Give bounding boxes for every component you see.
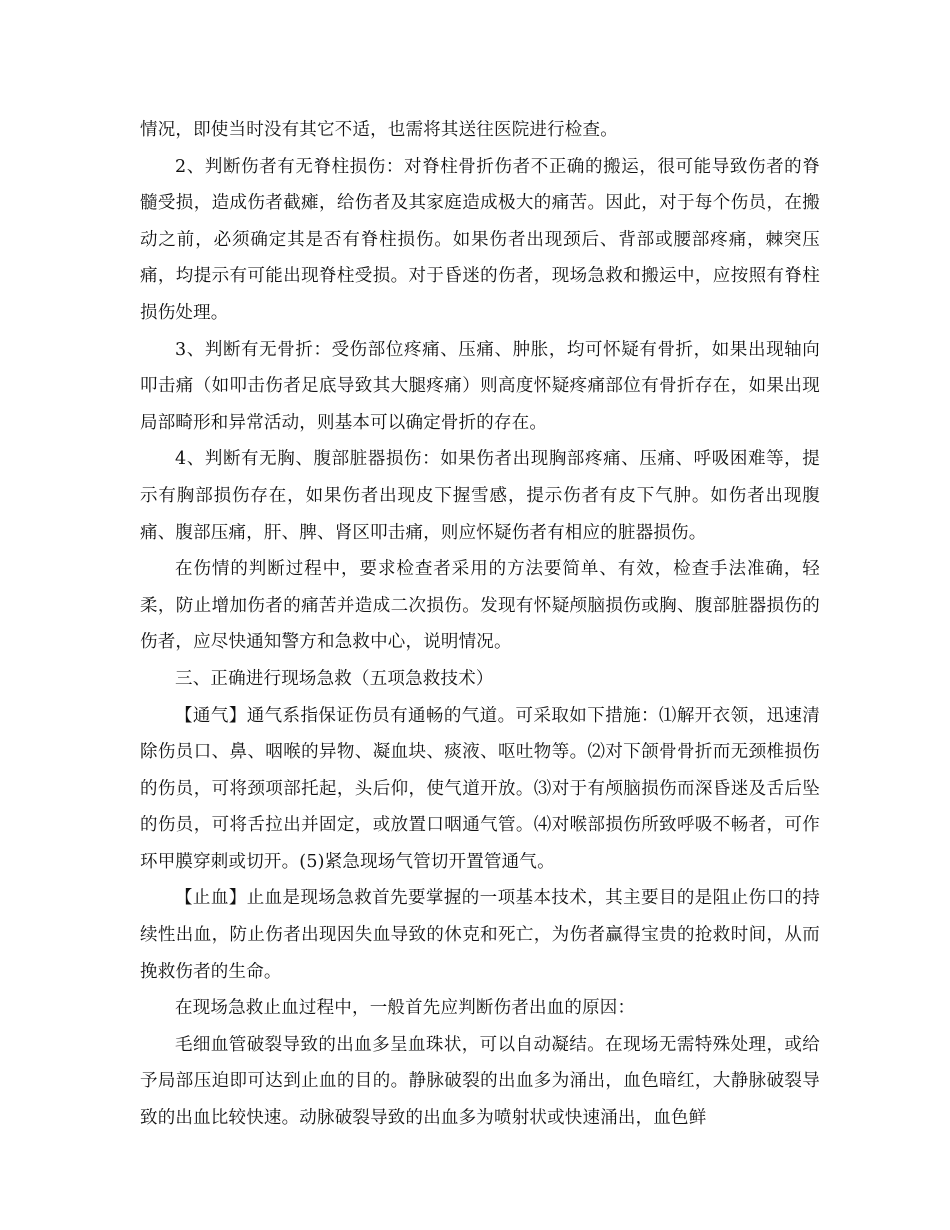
paragraph-continuation: 情况，即使当时没有其它不适，也需将其送往医院进行检查。 <box>140 120 618 140</box>
paragraph-ventilation: 【通气】通气系指保证伤员有通畅的气道。可采取如下措施：⑴解开衣领，迅速清除伤员口、鼻、咽喉的异物、凝血块、痰液、呕吐物等。⑵对下颌骨骨折而无颈椎损伤的伤员，可将颈项部托起，头后仰，使气道开放。⑶对于有颅脑损伤而深昏迷及舌后坠的伤员，可将舌拉出并固定，或放置口咽通气管。⑷对喉部损伤所致呼吸不畅者，可作环甲膜穿刺或切开。(5)紧急现场气管切开置管通气。 <box>140 705 820 872</box>
paragraph-hemostasis: 【止血】止血是现场急救首先要掌握的一项基本技术，其主要目的是阻止伤口的持续性出血，防止伤者出现因失血导致的休克和死亡，为伤者赢得宝贵的抢救时间，从而挽救伤者的生命。 <box>140 888 820 982</box>
document-body <box>140 112 820 1137</box>
section-heading-first-aid: 三、正确进行现场急救（五项急救技术） <box>175 668 494 689</box>
paragraph-spine-injury: 2、判断伤者有无脊柱损伤：对脊柱骨折伤者不正确的搬运，很可能导致伤者的脊髓受损，造成伤者截瘫，给伤者及其家庭造成极大的痛苦。因此，对于每个伤员，在搬动之前，必须确定其是否有脊柱损伤。如果伤者出现颈后、背部或腰部疼痛，棘突压痛，均提示有可能出现脊柱受损。对于昏迷的伤者，现场急救和搬运中，应按照有脊柱损伤处理。 <box>140 156 820 323</box>
paragraph-bleeding-cause: 在现场急救止血过程中，一般首先应判断伤者出血的原因： <box>175 998 636 1019</box>
paragraph-bleeding-types: 毛细血管破裂导致的出血多呈血珠状，可以自动凝结。在现场无需特殊处理，或给予局部压迫即可达到止血的目的。静脉破裂的出血多为涌出，血色暗红，大静脉破裂导致的出血比较快速。动脉破裂导致的出血多为喷射状或快速涌出，血色鲜 <box>140 1034 820 1129</box>
paragraph-fracture: 3、判断有无骨折：受伤部位疼痛、压痛、肿胀，均可怀疑有骨折，如果出现轴向叩击痛（如叩击伤者足底导致其大腿疼痛）则高度怀疑疼痛部位有骨折存在，如果出现局部畸形和异常活动，则基本可以确定骨折的存在。 <box>140 339 820 433</box>
paragraph-assessment-method: 在伤情的判断过程中，要求检查者采用的方法要简单、有效，检查手法准确，轻柔，防止增加伤者的痛苦并造成二次损伤。发现有怀疑颅脑损伤或胸、腹部脏器损伤的伤者，应尽快通知警方和急救中心，说明情况。 <box>140 559 820 653</box>
paragraph-organ-injury: 4、判断有无胸、腹部脏器损伤：如果伤者出现胸部疼痛、压痛、呼吸困难等，提示有胸部损伤存在，如果伤者出现皮下握雪感，提示伤者有皮下气肿。如伤者出现腹痛、腹部压痛，肝、脾、肾区叩击痛，则应怀疑伤者有相应的脏器损伤。 <box>140 449 820 543</box>
